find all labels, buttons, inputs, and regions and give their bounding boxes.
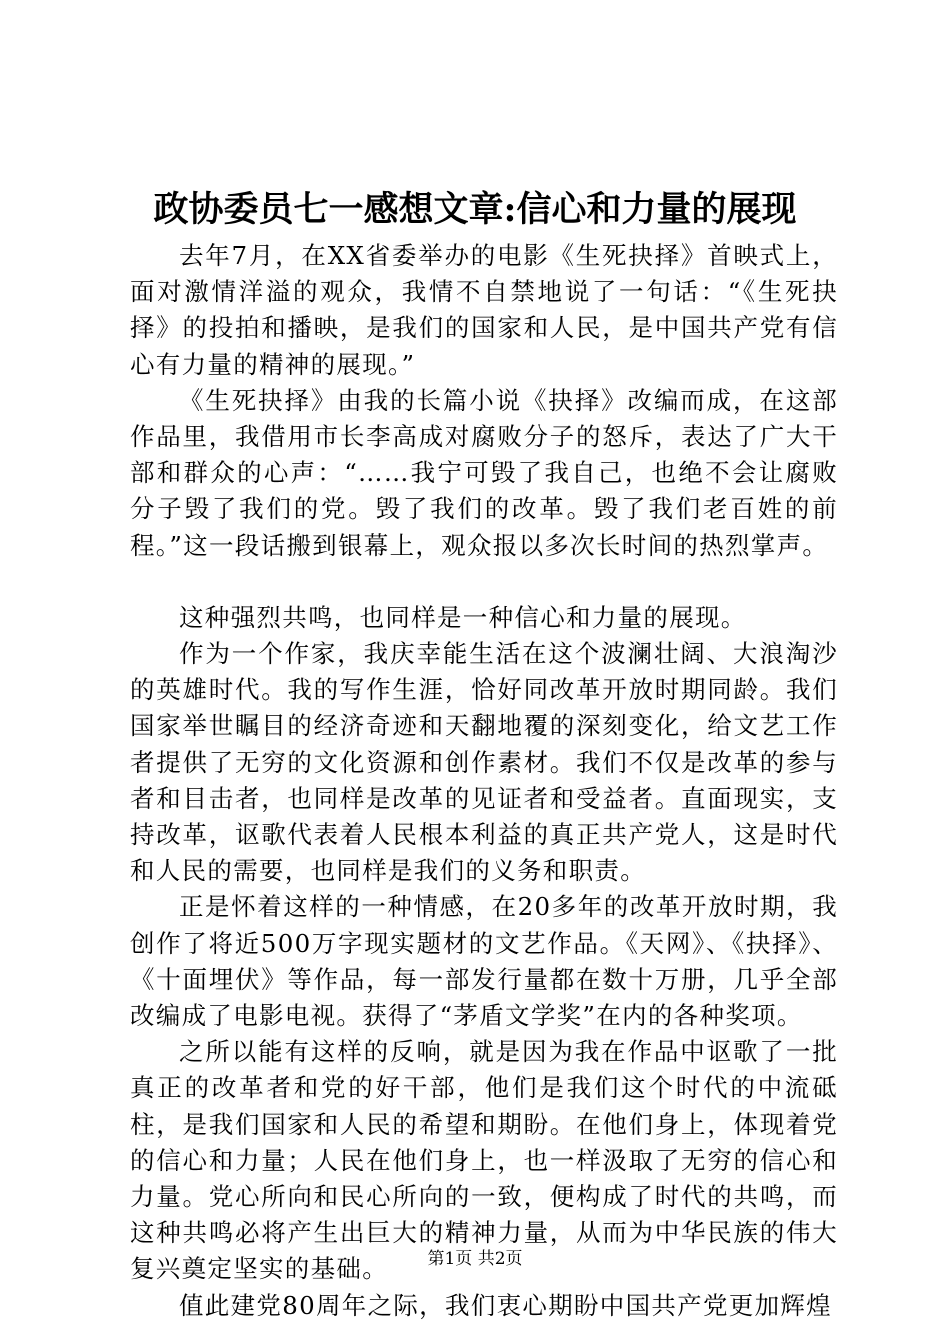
document-body (130, 238, 838, 1324)
paragraph: 作为一个作家，我庆幸能生活在这个波澜壮阔、大浪淘沙的英雄时代。我的写作生涯，恰好同改革开放时期同龄。我们国家举世瞩目的经济奇迹和天翻地覆的深刻变化，给文艺工作者提供了无穷的文化资源和创作素材。我们不仅是改革的参与者和目击者，也同样是改革的见证者和受益者。直面现实，支持改革，讴歌代表着人民根本利益的真正共产党人，这是时代和人民的需要，也同样是我们的义务和职责。 (130, 639, 838, 886)
paragraph: 值此建党80周年之际，我们衷心期盼中国共产党更加辉煌 (179, 1290, 832, 1320)
paragraph: 这种强烈共鸣，也同样是一种信心和力量的展现。 (179, 602, 747, 632)
paragraph: 《生死抉择》由我的长篇小说《抉择》改编而成，在这部作品里，我借用市长李高成对腐败分子的怒斥，表达了广大干部和群众的心声：“……我宁可毁了我自己，也绝不会让腐败分子毁了我们的党。毁了我们的改革。毁了我们老百姓的前程。”这一段话搬到银幕上，观众报以多次长时间的热烈掌声。 (130, 385, 838, 560)
paragraph: 之所以能有这样的反响，就是因为我在作品中讴歌了一批真正的改革者和党的好干部，他们是我们这个时代的中流砥柱，是我们国家和人民的希望和期盼。在他们身上，体现着党的信心和力量；人民在他们身上，也一样汲取了无穷的信心和力量。党心所向和民心所向的一致，便构成了时代的共鸣，而这种共鸣必将产生出巨大的精神力量，从而为中华民族的伟大复兴奠定坚实的基础。 (130, 1037, 838, 1284)
paragraph: 去年7月，在XX省委举办的电影《生死抉择》首映式上，面对激情洋溢的观众，我情不自禁地说了一句话：“《生死抉择》的投拍和播映，是我们的国家和人民，是中国共产党有信心有力量的精神的展现。” (130, 241, 838, 379)
page-footer: 第1页 共2页 (427, 1249, 523, 1269)
paragraph-gap (130, 564, 838, 600)
paragraph: 正是怀着这样的一种情感，在20多年的改革开放时期，我创作了将近500万字现实题材的文艺作品。《天网》、《抉择》、《十面埋伏》等作品，每一部发行量都在数十万册，几乎全部改编成了电影电视。获得了“茅盾文学奖”在内的各种奖项。 (130, 892, 838, 1031)
document-title: 政协委员七一感想文章:信心和力量的展现 (153, 189, 797, 230)
